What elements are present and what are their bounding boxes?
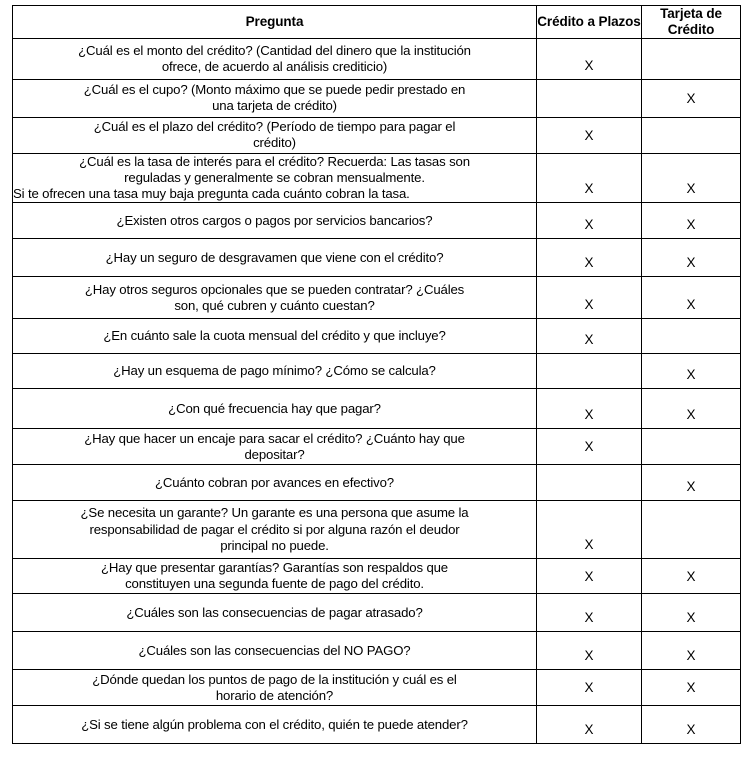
- check-mark-x: X: [686, 367, 696, 383]
- mark-cell-credito-a-plazos: [537, 277, 642, 319]
- mark-cell-credito-a-plazos: [537, 38, 642, 79]
- mark-cell-credito-a-plazos: [537, 319, 642, 354]
- mark-cell-tarjeta-de-credito: [642, 277, 741, 319]
- table-row: [13, 670, 741, 706]
- mark-cell-tarjeta-de-credito: [642, 203, 741, 239]
- question-line: depositar?: [244, 446, 305, 462]
- credit-questions-table: [12, 5, 741, 744]
- questions-table-container: [12, 5, 740, 744]
- mark-cell-tarjeta-de-credito: [642, 594, 741, 632]
- question-line: crédito): [253, 135, 296, 151]
- question-line: son, qué cubren y cuánto cuestan?: [174, 297, 375, 313]
- table-row: [13, 632, 741, 670]
- question-line: principal no puede.: [220, 537, 329, 553]
- question-line: responsabilidad de pagar el crédito si por alguna razón el deudor: [89, 521, 460, 537]
- question-cell: [13, 203, 537, 239]
- question-line: Si te ofrecen una tasa muy baja pregunta cada cuánto cobran la tasa.: [13, 186, 410, 202]
- mark-cell-tarjeta-de-credito: [642, 429, 741, 465]
- question-cell: [13, 354, 537, 389]
- mark-cell-credito-a-plazos: [537, 501, 642, 559]
- mark-cell-credito-a-plazos: [537, 354, 642, 389]
- question-cell: [13, 429, 537, 465]
- question-line: ¿Cuál es la tasa de interés para el crédito? Recuerda: Las tasas son: [79, 153, 470, 169]
- table-row: [13, 389, 741, 429]
- question-line: ¿Cuál es el plazo del crédito? (Período de tiempo para pagar el: [93, 119, 456, 135]
- check-mark-x: X: [584, 297, 594, 313]
- question-cell: [13, 239, 537, 277]
- question-line: ¿Hay un esquema de pago mínimo? ¿Cómo se calcula?: [113, 363, 436, 379]
- table-row: [13, 117, 741, 153]
- question-cell: [13, 670, 537, 706]
- table-row: [13, 594, 741, 632]
- table-row: [13, 79, 741, 117]
- question-line: una tarjeta de crédito): [212, 98, 337, 114]
- mark-cell-credito-a-plazos: [537, 706, 642, 744]
- table-row: [13, 203, 741, 239]
- mark-cell-credito-a-plazos: [537, 239, 642, 277]
- mark-cell-credito-a-plazos: [537, 203, 642, 239]
- mark-cell-tarjeta-de-credito: [642, 706, 741, 744]
- question-cell: [13, 389, 537, 429]
- question-line: ¿Cuál es el monto del crédito? (Cantidad del dinero que la institución: [78, 42, 471, 58]
- check-mark-x: X: [584, 537, 594, 553]
- column-header-tarjeta-de-credito-line2: Crédito: [667, 21, 715, 37]
- table-row: [13, 559, 741, 594]
- question-line: ¿En cuánto sale la cuota mensual del crédito y que incluye?: [103, 328, 446, 344]
- mark-cell-tarjeta-de-credito: [642, 465, 741, 501]
- mark-cell-tarjeta-de-credito: [642, 319, 741, 354]
- mark-cell-credito-a-plazos: [537, 670, 642, 706]
- question-cell: [13, 501, 537, 559]
- check-mark-x: X: [686, 680, 696, 696]
- question-line: ¿Se necesita un garante? Un garante es una persona que asume la: [80, 505, 469, 521]
- table-body: [13, 38, 741, 743]
- question-line: reguladas y generalmente se cobran mensualmente.: [124, 169, 425, 185]
- question-cell: [13, 153, 537, 202]
- check-mark-x: X: [584, 181, 594, 197]
- mark-cell-credito-a-plazos: [537, 429, 642, 465]
- check-mark-x: X: [686, 648, 696, 664]
- check-mark-x: X: [584, 722, 594, 738]
- table-row: [13, 354, 741, 389]
- check-mark-x: X: [584, 332, 594, 348]
- question-line: ¿Cuánto cobran por avances en efectivo?: [154, 474, 394, 490]
- column-header-credito-a-plazos: [537, 6, 642, 39]
- header-row: [13, 6, 741, 39]
- mark-cell-tarjeta-de-credito: [642, 559, 741, 594]
- check-mark-x: X: [584, 255, 594, 271]
- mark-cell-credito-a-plazos: [537, 559, 642, 594]
- check-mark-x: X: [584, 680, 594, 696]
- mark-cell-credito-a-plazos: [537, 465, 642, 501]
- mark-cell-tarjeta-de-credito: [642, 79, 741, 117]
- check-mark-x: X: [686, 610, 696, 626]
- question-line: ¿Existen otros cargos o pagos por servicios bancarios?: [116, 212, 433, 228]
- question-line: ¿Hay un seguro de desgravamen que viene con el crédito?: [105, 249, 444, 265]
- mark-cell-tarjeta-de-credito: [642, 501, 741, 559]
- mark-cell-tarjeta-de-credito: [642, 670, 741, 706]
- mark-cell-credito-a-plazos: [537, 153, 642, 202]
- question-line: ¿Cuál es el cupo? (Monto máximo que se puede pedir prestado en: [83, 82, 466, 98]
- check-mark-x: X: [686, 407, 696, 423]
- table-row: [13, 239, 741, 277]
- table-row: [13, 501, 741, 559]
- question-line: constituyen una segunda fuente de pago del crédito.: [125, 576, 424, 592]
- table-row: [13, 277, 741, 319]
- question-cell: [13, 632, 537, 670]
- question-cell: [13, 38, 537, 79]
- table-row: [13, 153, 741, 202]
- column-header-pregunta: Pregunta: [13, 6, 537, 39]
- question-line: ¿Con qué frecuencia hay que pagar?: [168, 400, 381, 416]
- check-mark-x: X: [584, 217, 594, 233]
- question-line: horario de atención?: [215, 687, 334, 703]
- question-line: ¿Hay que presentar garantías? Garantías son respaldos que: [101, 560, 448, 576]
- mark-cell-credito-a-plazos: [537, 79, 642, 117]
- check-mark-x: X: [686, 722, 696, 738]
- check-mark-x: X: [584, 648, 594, 664]
- mark-cell-tarjeta-de-credito: [642, 117, 741, 153]
- check-mark-x: X: [686, 568, 696, 584]
- mark-cell-tarjeta-de-credito: [642, 354, 741, 389]
- column-header-tarjeta-de-credito: [642, 6, 741, 39]
- mark-cell-credito-a-plazos: [537, 594, 642, 632]
- mark-cell-credito-a-plazos: [537, 389, 642, 429]
- question-cell: [13, 465, 537, 501]
- check-mark-x: X: [686, 297, 696, 313]
- check-mark-x: X: [584, 57, 594, 73]
- check-mark-x: X: [584, 407, 594, 423]
- check-mark-x: X: [686, 255, 696, 271]
- column-header-credito-a-plazos-line1: Crédito a: [537, 13, 595, 29]
- check-mark-x: X: [584, 127, 594, 143]
- mark-cell-tarjeta-de-credito: [642, 239, 741, 277]
- check-mark-x: X: [686, 181, 696, 197]
- question-line: ofrece, de acuerdo al análisis crediticio): [161, 58, 388, 74]
- check-mark-x: X: [584, 568, 594, 584]
- check-mark-x: X: [584, 439, 594, 455]
- check-mark-x: X: [686, 479, 696, 495]
- check-mark-x: X: [584, 610, 594, 626]
- table-row: [13, 319, 741, 354]
- question-cell: [13, 319, 537, 354]
- question-line: ¿Hay que hacer un encaje para sacar el crédito? ¿Cuánto hay que: [84, 430, 465, 446]
- question-cell: [13, 79, 537, 117]
- table-header: [13, 6, 741, 39]
- column-header-tarjeta-de-credito-line1: Tarjeta de: [660, 6, 722, 21]
- question-line: ¿Cuáles son las consecuencias de pagar atrasado?: [126, 604, 423, 620]
- mark-cell-credito-a-plazos: [537, 632, 642, 670]
- question-cell: [13, 559, 537, 594]
- question-line: ¿Si se tiene algún problema con el crédito, quién te puede atender?: [81, 716, 468, 732]
- question-cell: [13, 706, 537, 744]
- question-line: ¿Cuáles son las consecuencias del NO PAGO?: [138, 642, 411, 658]
- mark-cell-tarjeta-de-credito: [642, 153, 741, 202]
- table-row: [13, 429, 741, 465]
- mark-cell-tarjeta-de-credito: [642, 38, 741, 79]
- table-row: [13, 465, 741, 501]
- mark-cell-tarjeta-de-credito: [642, 389, 741, 429]
- question-cell: [13, 277, 537, 319]
- mark-cell-tarjeta-de-credito: [642, 632, 741, 670]
- column-header-credito-a-plazos-line2: Plazos: [598, 13, 641, 29]
- table-row: [13, 706, 741, 744]
- table-row: [13, 38, 741, 79]
- check-mark-x: X: [686, 90, 696, 106]
- check-mark-x: X: [686, 217, 696, 233]
- mark-cell-credito-a-plazos: [537, 117, 642, 153]
- question-cell: [13, 117, 537, 153]
- question-cell: [13, 594, 537, 632]
- question-line: ¿Hay otros seguros opcionales que se pueden contratar? ¿Cuáles: [84, 281, 465, 297]
- question-line: ¿Dónde quedan los puntos de pago de la institución y cuál es el: [92, 671, 457, 687]
